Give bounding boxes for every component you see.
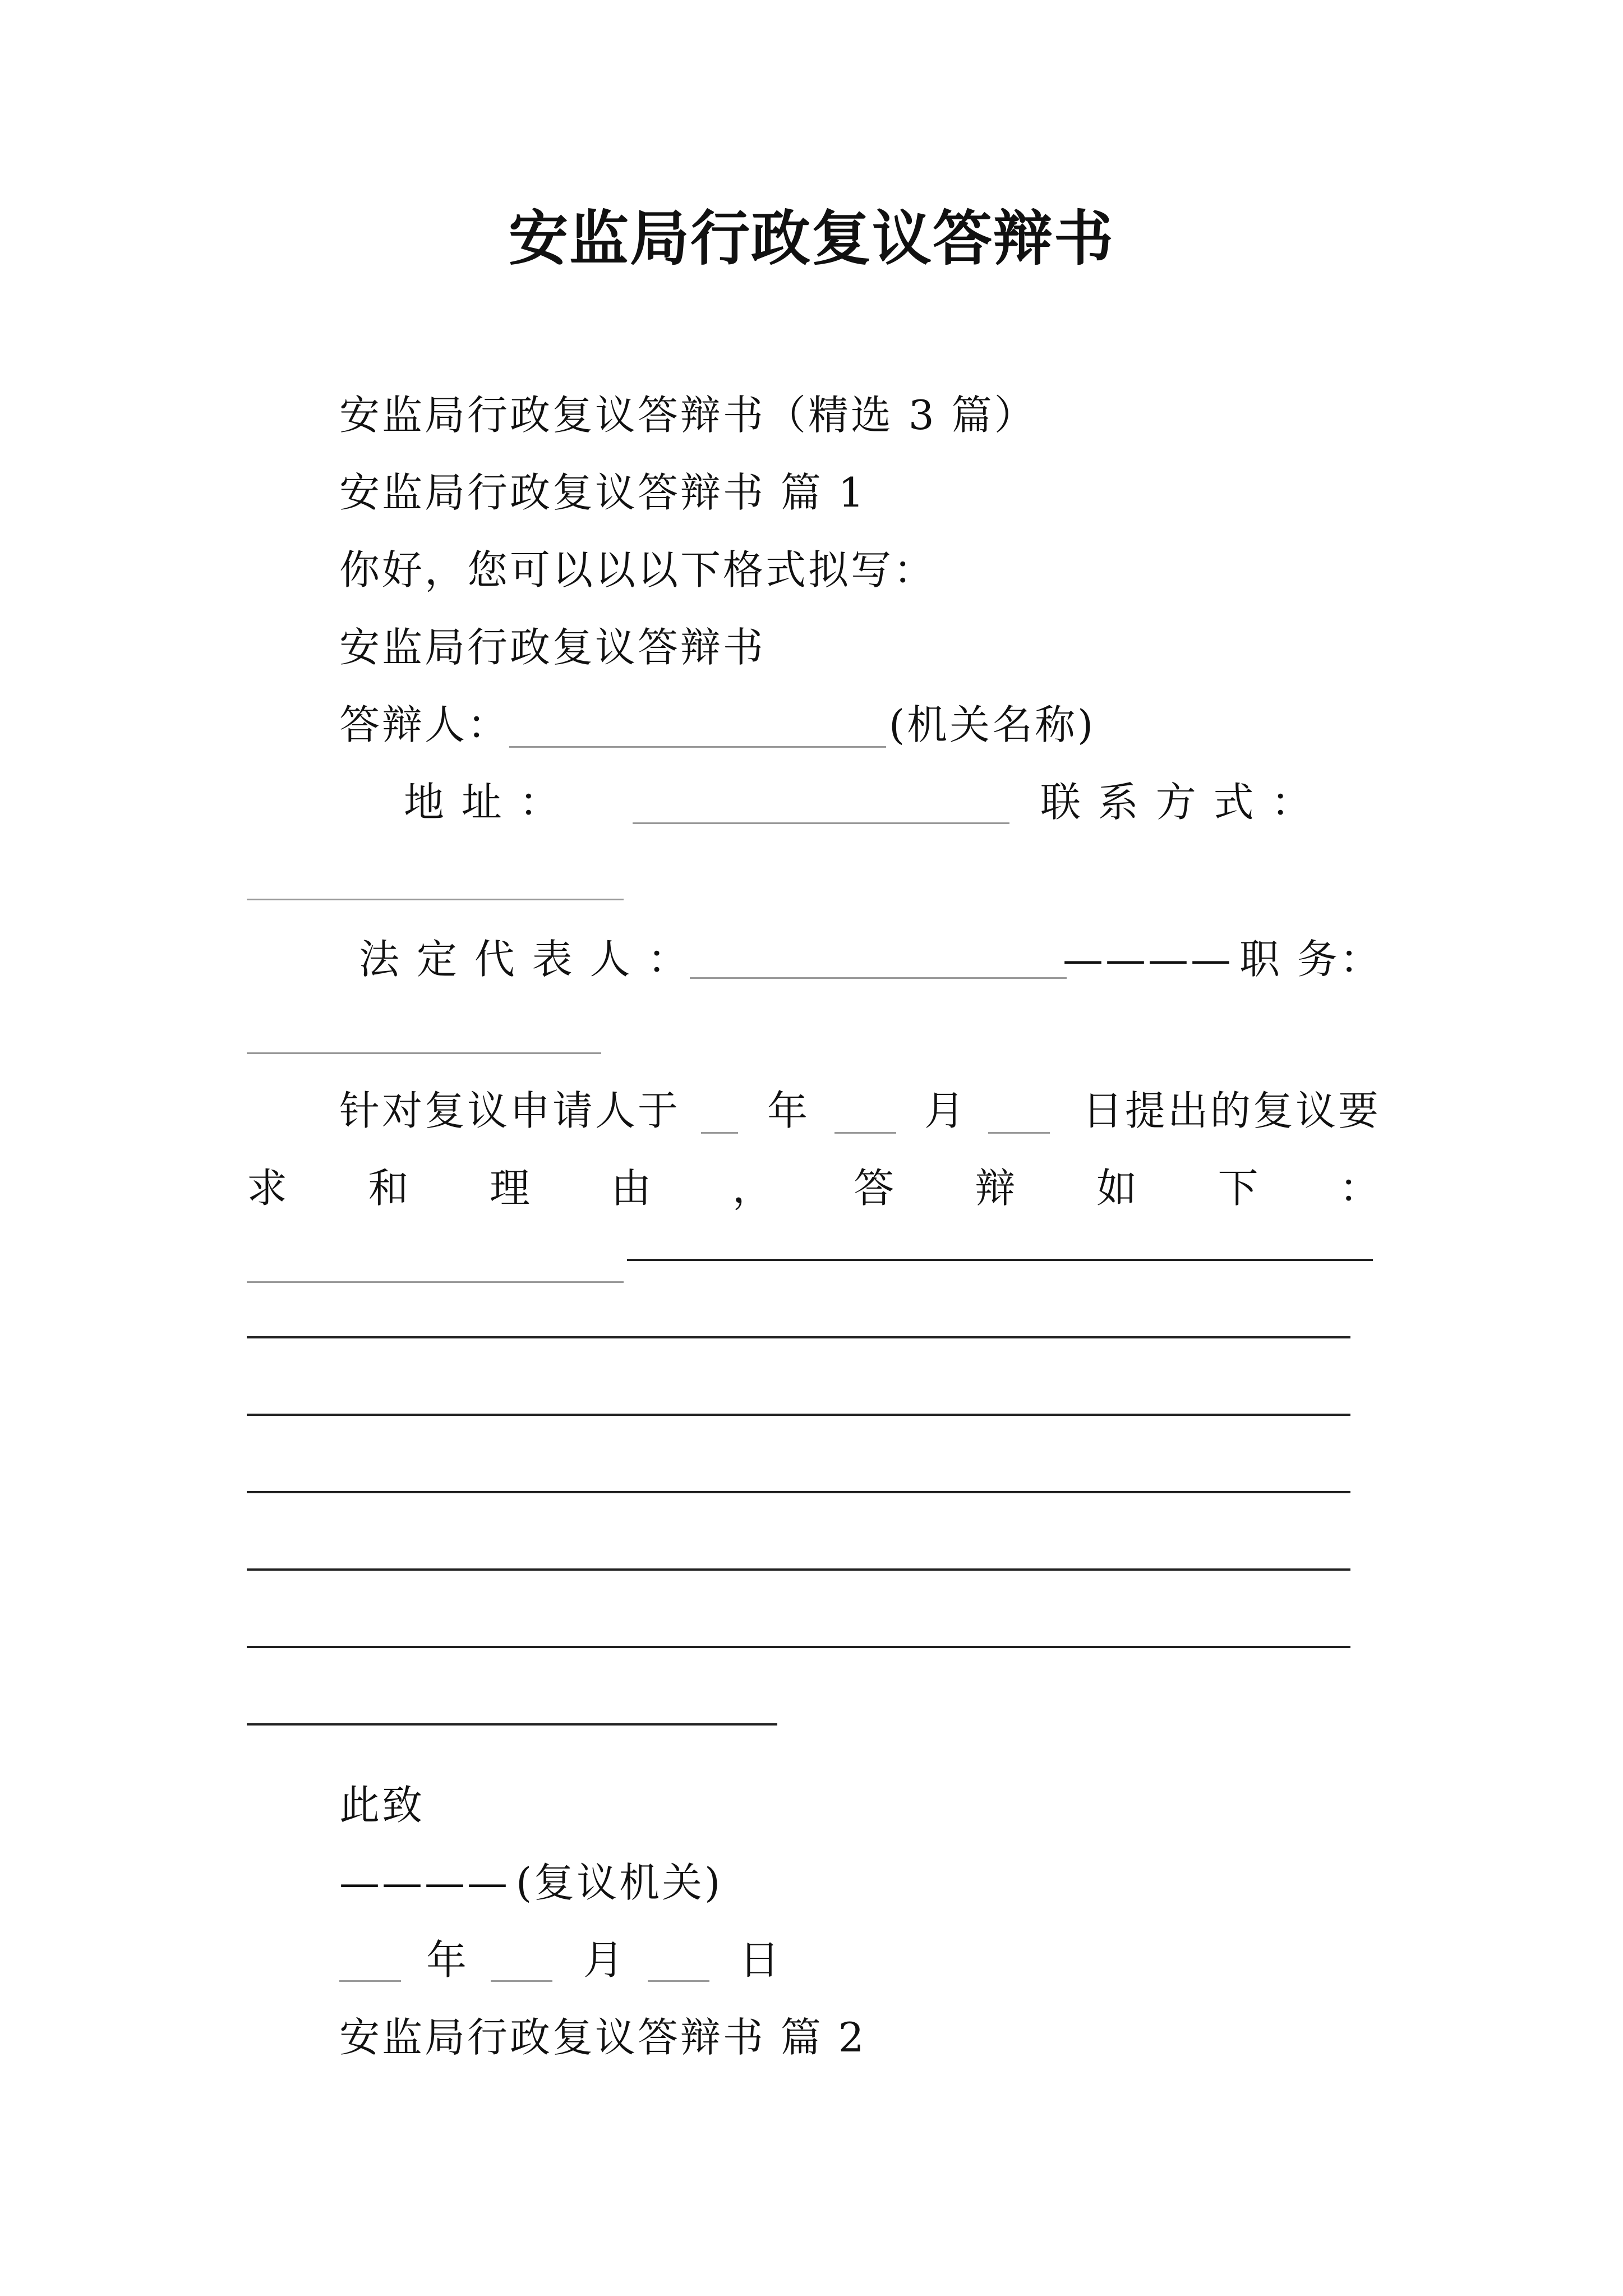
form-title: 安监局行政复议答辩书 (339, 624, 766, 671)
char: 和 (368, 1165, 409, 1212)
reply-year: 年 (767, 1087, 810, 1134)
char: 理 (489, 1165, 530, 1212)
address-blank (633, 822, 1009, 824)
reply-intro-start: 针对复议申请人于 (339, 1087, 681, 1134)
greeting-text: 你好，您可以以以下格式拟写： (339, 546, 937, 593)
position-blank (247, 1052, 601, 1054)
reply-year-blank (701, 1132, 738, 1134)
reply-day-blank (988, 1132, 1050, 1134)
reply-line (627, 1259, 1373, 1261)
subtitle-selected: 安监局行政复议答辩书（精选 3 篇） (339, 392, 1037, 439)
respondent-label: 答辩人： (339, 701, 510, 748)
reply-line (247, 1646, 1350, 1648)
respondent-blank (509, 746, 886, 748)
section-heading-2: 安监局行政复议答辩书 篇 2 (339, 2014, 866, 2061)
date-year-blank (339, 1980, 401, 1982)
reply-blank (247, 1281, 624, 1283)
date-year: 年 (426, 1936, 469, 1984)
reply-line (247, 1414, 1350, 1416)
contact-blank (247, 899, 624, 900)
char: 求 (247, 1165, 288, 1212)
reply-month-blank (834, 1132, 896, 1134)
char: 由 (611, 1165, 652, 1212)
date-month-blank (491, 1980, 552, 1982)
position-dash: ———— (1063, 936, 1233, 983)
char: 如 (1096, 1165, 1137, 1212)
address-label: 地 址 ： (404, 779, 562, 826)
char: 答 (854, 1165, 895, 1212)
date-day: 日 (739, 1936, 782, 1984)
date-month: 月 (583, 1936, 626, 1984)
closing-text: 此致 (339, 1782, 425, 1829)
legal-rep-blank (690, 977, 1067, 979)
char: ， (732, 1165, 773, 1212)
char: 下 (1218, 1165, 1258, 1212)
legal-rep-label: 法 定 代 表 人 ： (359, 936, 690, 983)
reply-line (247, 1491, 1350, 1493)
section-heading-1: 安监局行政复议答辩书 篇 1 (339, 469, 866, 516)
reply-line (247, 1336, 1350, 1338)
reply-line (247, 1723, 777, 1726)
reply-month: 月 (924, 1087, 967, 1134)
position-label: 职 务： (1239, 936, 1382, 983)
reply-intro-continued (247, 1160, 1380, 1216)
document-title: 安监局行政复议答辩书 (509, 203, 1114, 273)
reply-line (247, 1568, 1350, 1571)
authority-dash: ———— (339, 1859, 510, 1906)
authority-label: (复议机关) (516, 1859, 723, 1906)
reply-day-text: 日提出的复议要 (1082, 1087, 1381, 1134)
respondent-suffix: (机关名称) (889, 701, 1096, 748)
contact-label: 联 系 方 式 ： (1040, 779, 1314, 826)
char: ： (1339, 1165, 1380, 1212)
char: 辩 (975, 1165, 1016, 1212)
date-day-blank (648, 1980, 709, 1982)
